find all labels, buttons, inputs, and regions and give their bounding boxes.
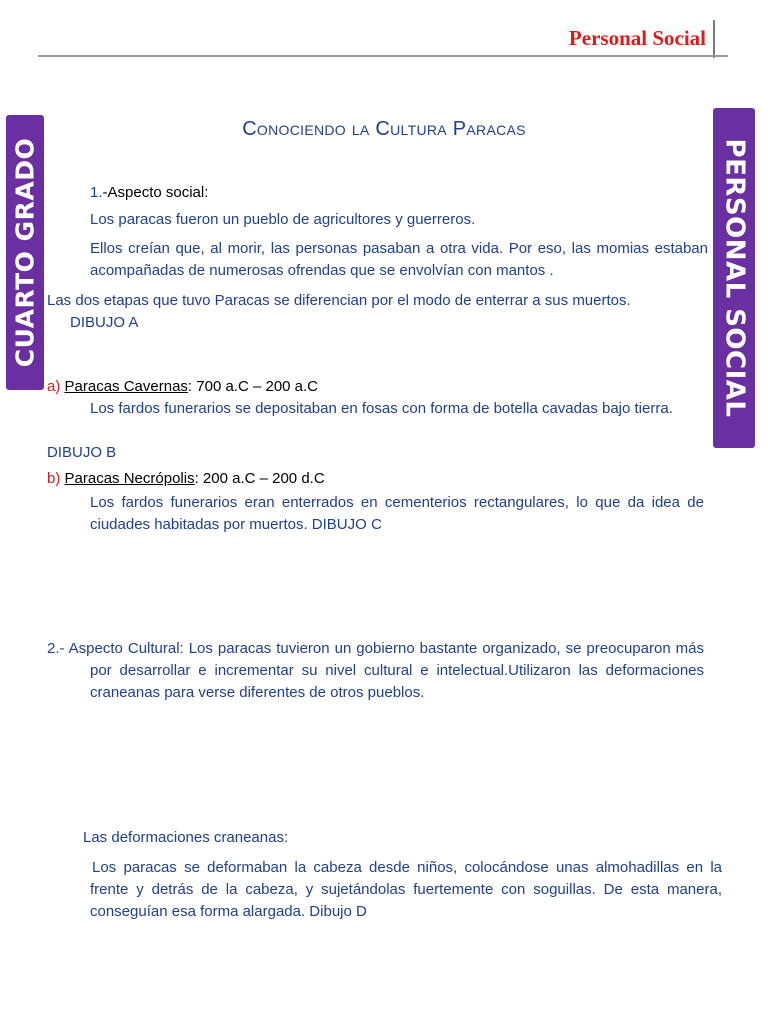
social-heading — [90, 182, 208, 204]
header-horizontal-rule — [38, 55, 728, 57]
deformaciones-heading: Las deformaciones craneanas: — [83, 829, 289, 846]
header-title: Personal Social — [568, 26, 706, 50]
document-title: Conociendo la Cultura Paracas — [242, 118, 526, 140]
dibujo-b-label: DIBUJO B — [47, 444, 117, 461]
social-number: 1. — [90, 184, 103, 201]
necropolis-dates: : 200 a.C – 200 d.C — [194, 470, 325, 487]
right-subject-banner — [713, 108, 755, 448]
dibujo-a-label: DIBUJO A — [70, 314, 139, 331]
cultural-paragraph: 2.- Aspecto Cultural: Los paracas tuvieron un gobierno bastante organizado, se preocuparon más por desarrollar e incrementar su nivel cultural e intelectual.Utilizaron las deformaciones craneanas para verse diferentes de otros pueblos. — [47, 640, 704, 701]
left-banner-label: CUARTO GRADO — [10, 137, 40, 368]
necropolis-heading — [47, 468, 325, 490]
cavernas-name: Paracas Cavernas — [64, 378, 188, 395]
cavernas-heading — [47, 376, 318, 398]
right-banner-label: PERSONAL SOCIAL — [719, 138, 750, 418]
necropolis-name: Paracas Necrópolis — [64, 470, 195, 487]
deformaciones-text: Los paracas se deformaban la cabeza desde niños, colocándose unas almohadillas en la frente y detrás de la cabeza, y sujetándolas fuertemente con soguillas. De esta manera, conseguían esa forma alargada. Dibujo D — [90, 859, 722, 920]
necropolis-marker: b) — [47, 470, 61, 487]
header-vertical-divider — [713, 20, 715, 58]
social-paragraph-2: Ellos creían que, al morir, las personas pasaban a otra vida. Por eso, las momias estaban acompañadas de numerosas ofrendas que se envolvían con mantos . — [90, 240, 708, 279]
social-heading-text: -Aspecto social: — [102, 184, 209, 201]
cavernas-dates: : 700 a.C – 200 a.C — [187, 378, 319, 395]
left-grade-banner — [6, 115, 44, 390]
social-paragraph-3: Las dos etapas que tuvo Paracas se diferencian por el modo de enterrar a sus muertos. — [47, 292, 631, 309]
cavernas-text: Los fardos funerarios se depositaban en fosas con forma de botella cavadas bajo tierra. — [90, 400, 673, 417]
necropolis-text: Los fardos funerarios eran enterrados en cementerios rectangulares, lo que da idea de ciudades habitadas por muertos. DIBUJO C — [90, 494, 704, 533]
social-paragraph-1: Los paracas fueron un pueblo de agricultores y guerreros. — [90, 211, 476, 228]
cavernas-marker: a) — [47, 378, 61, 395]
